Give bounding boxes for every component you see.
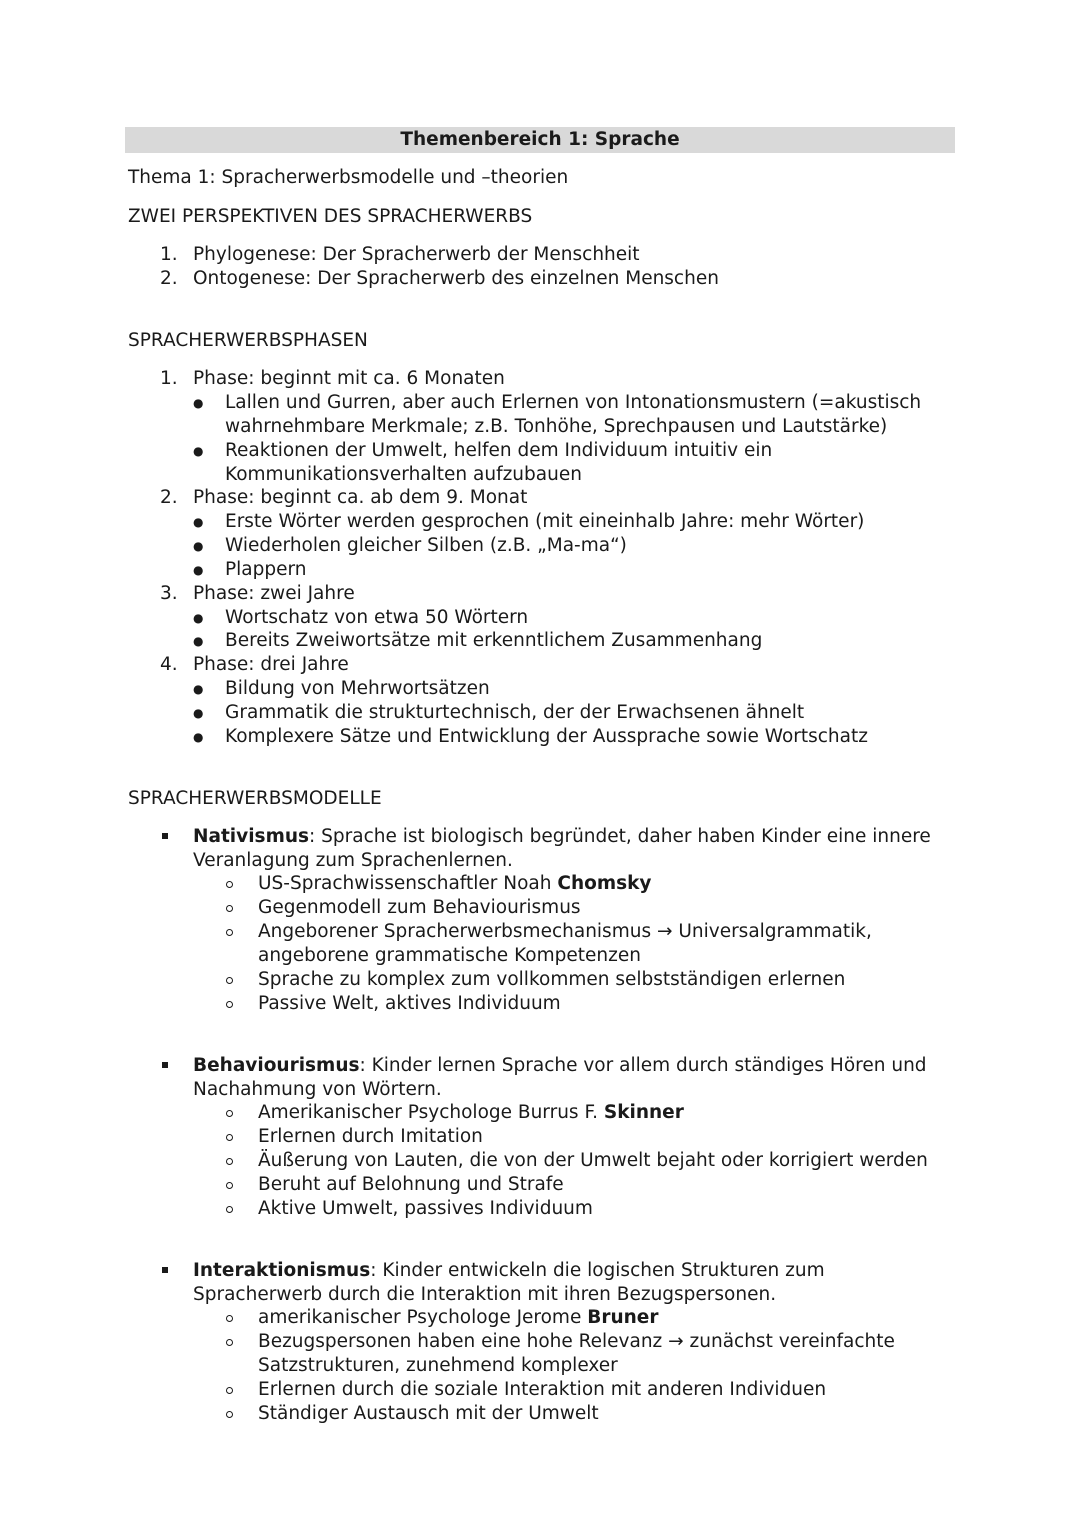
bullet-icon: ● [193, 444, 204, 458]
list-item: wahrnehmbare Merkmale; z.B. Tonhöhe, Sprechpausen und Lautstärke) [225, 416, 888, 437]
topic-heading: Thema 1: Spracherwerbsmodelle und –theorien [128, 167, 569, 188]
list-item: Komplexere Sätze und Entwicklung der Aussprache sowie Wortschatz [225, 726, 868, 747]
phase-1: Phase: beginnt mit ca. 6 Monaten [193, 368, 505, 389]
list-item: Wiederholen gleicher Silben (z.B. „Ma-ma“) [225, 535, 627, 556]
circle-bullet-icon [226, 1339, 233, 1346]
list-item: Grammatik die strukturtechnisch, der der Erwachsenen ähnelt [225, 702, 805, 723]
list-item: Beruht auf Belohnung und Strafe [258, 1174, 564, 1195]
circle-bullet-icon [226, 1182, 233, 1189]
bullet-icon: ● [193, 539, 204, 553]
circle-bullet-icon [226, 1001, 233, 1008]
person-name: Bruner [587, 1307, 659, 1328]
list-item: Äußerung von Lauten, die von der Umwelt bejaht oder korrigiert werden [258, 1150, 928, 1171]
circle-bullet-icon [226, 1387, 233, 1394]
list-item-text: Amerikanischer Psychologe Burrus F. [258, 1102, 604, 1123]
page-title: Themenbereich 1: Sprache [125, 127, 955, 153]
model-definition [193, 1259, 825, 1283]
bullet-icon: ● [193, 730, 204, 744]
circle-bullet-icon [226, 1206, 233, 1213]
bullet-icon: ● [193, 611, 204, 625]
list-item: Bildung von Mehrwortsätzen [225, 678, 490, 699]
list-item: Passive Welt, aktives Individuum [258, 993, 561, 1014]
bullet-icon: ● [193, 515, 204, 529]
phase-3: Phase: zwei Jahre [193, 583, 355, 604]
bullet-icon: ● [193, 706, 204, 720]
model-definition-cont: Spracherwerb durch die Interaktion mit ihren Bezugspersonen. [193, 1284, 777, 1305]
list-number: 1. [160, 244, 178, 265]
list-item: Erste Wörter werden gesprochen (mit eineinhalb Jahre: mehr Wörter) [225, 511, 865, 532]
person-name: Skinner [603, 1102, 684, 1123]
square-bullet-icon [162, 833, 168, 839]
list-item: Erlernen durch Imitation [258, 1126, 483, 1147]
list-item: Lallen und Gurren, aber auch Erlernen von Intonationsmustern (=akustisch [225, 392, 922, 413]
list-item: Plappern [225, 559, 307, 580]
list-item [258, 872, 651, 896]
model-definition [193, 1054, 927, 1078]
model-term: Nativismus [193, 826, 310, 847]
circle-bullet-icon [226, 1134, 233, 1141]
list-item: Aktive Umwelt, passives Individuum [258, 1198, 593, 1219]
person-name: Chomsky [557, 873, 652, 894]
circle-bullet-icon [226, 1158, 233, 1165]
list-number: 2. [160, 487, 178, 508]
bullet-icon: ● [193, 682, 204, 696]
square-bullet-icon [162, 1062, 168, 1068]
model-definition-cont: Veranlagung zum Sprachenlernen. [193, 850, 513, 871]
model-text: : Sprache ist biologisch begründet, daher haben Kinder eine innere [309, 826, 931, 847]
model-definition-cont: Nachahmung von Wörtern. [193, 1079, 442, 1100]
list-item: Kommunikationsverhalten aufzubauen [225, 464, 582, 485]
list-item-text: US-Sprachwissenschaftler Noah [258, 873, 558, 894]
list-number: 4. [160, 654, 178, 675]
model-text: : Kinder lernen Sprache vor allem durch ständiges Hören und [359, 1055, 927, 1076]
list-item: Phylogenese: Der Spracherwerb der Menschheit [193, 244, 640, 265]
list-number: 2. [160, 268, 178, 289]
bullet-icon: ● [193, 634, 204, 648]
circle-bullet-icon [226, 1315, 233, 1322]
list-number: 3. [160, 583, 178, 604]
model-term: Interaktionismus [193, 1260, 371, 1281]
list-item: Wortschatz von etwa 50 Wörtern [225, 607, 529, 628]
list-item: Sprache zu komplex zum vollkommen selbstständigen erlernen [258, 969, 846, 990]
bullet-icon: ● [193, 396, 204, 410]
list-item: Gegenmodell zum Behaviourismus [258, 897, 581, 918]
list-item: Ontogenese: Der Spracherwerb des einzelnen Menschen [193, 268, 719, 289]
phase-4: Phase: drei Jahre [193, 654, 349, 675]
list-item-text: amerikanischer Psychologe Jerome [258, 1307, 588, 1328]
model-text: : Kinder entwickeln die logischen Strukturen zum [370, 1260, 825, 1281]
circle-bullet-icon [226, 929, 233, 936]
models-heading: SPRACHERWERBSMODELLE [128, 788, 382, 809]
circle-bullet-icon [226, 1110, 233, 1117]
list-item: Reaktionen der Umwelt, helfen dem Individuum intuitiv ein [225, 440, 773, 461]
phases-heading: SPRACHERWERBSPHASEN [128, 330, 368, 351]
list-item [258, 1101, 684, 1125]
list-item: Erlernen durch die soziale Interaktion mit anderen Individuen [258, 1379, 827, 1400]
square-bullet-icon [162, 1267, 168, 1273]
circle-bullet-icon [226, 1411, 233, 1418]
circle-bullet-icon [226, 905, 233, 912]
perspectives-heading: ZWEI PERSPEKTIVEN DES SPRACHERWERBS [128, 206, 533, 227]
bullet-icon: ● [193, 563, 204, 577]
list-item: Ständiger Austausch mit der Umwelt [258, 1403, 599, 1424]
list-item: Satzstrukturen, zunehmend komplexer [258, 1355, 618, 1376]
list-item: Bereits Zweiwortsätze mit erkenntlichem Zusammenhang [225, 630, 763, 651]
model-definition [193, 825, 931, 849]
list-number: 1. [160, 368, 178, 389]
list-item: angeborene grammatische Kompetenzen [258, 945, 641, 966]
model-term: Behaviourismus [193, 1055, 360, 1076]
phase-2: Phase: beginnt ca. ab dem 9. Monat [193, 487, 528, 508]
list-item: Angeborener Spracherwerbsmechanismus → Universalgrammatik, [258, 921, 872, 942]
list-item: Bezugspersonen haben eine hohe Relevanz → zunächst vereinfachte [258, 1331, 895, 1352]
list-item [258, 1306, 658, 1330]
circle-bullet-icon [226, 881, 233, 888]
circle-bullet-icon [226, 977, 233, 984]
